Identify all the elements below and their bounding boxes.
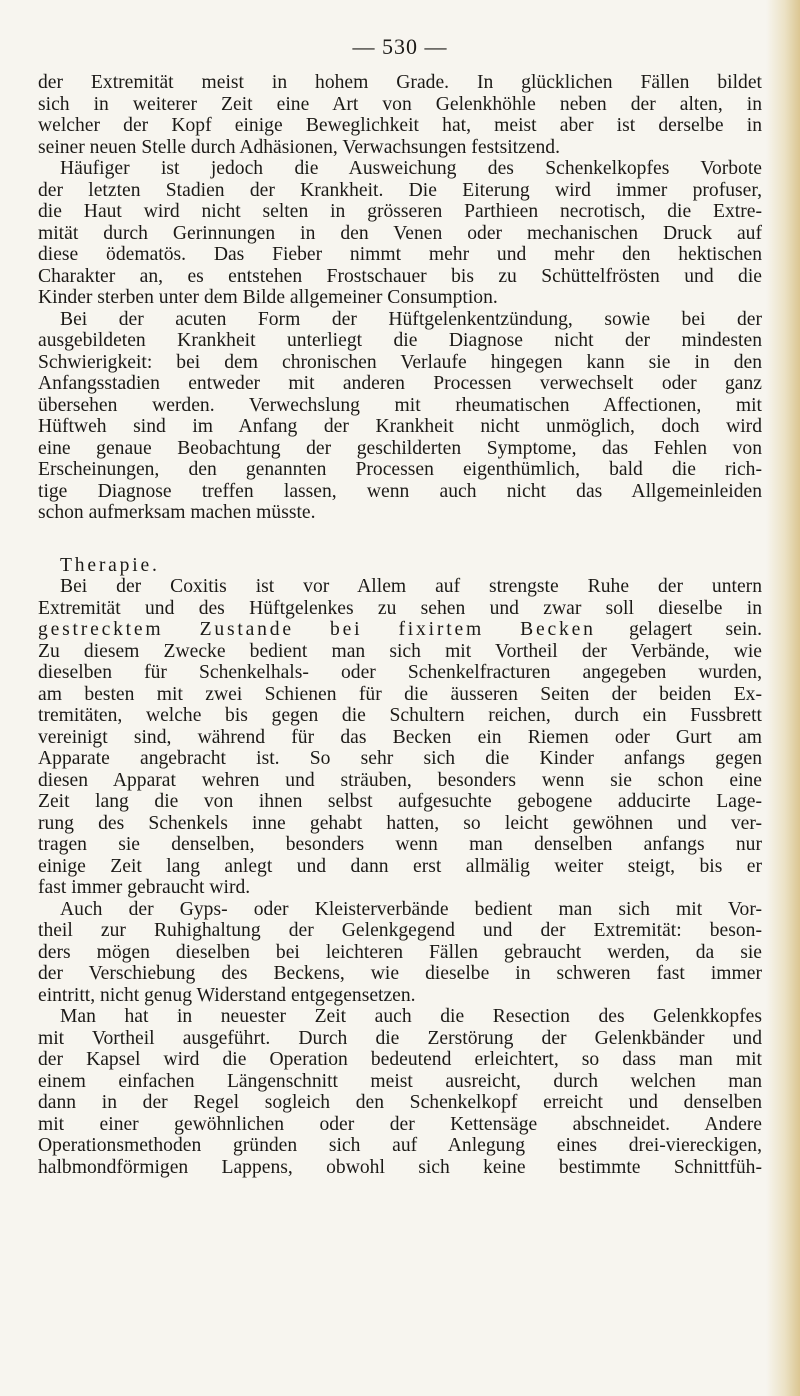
text-line: einige Zeit lang anlegt und dann erst allmälig weiter steigt, bis er bbox=[38, 855, 762, 877]
text-line: dann in der Regel sogleich den Schenkelkopf erreicht und denselben bbox=[38, 1092, 762, 1113]
section-heading: Therapie. bbox=[60, 554, 160, 576]
section-spacer bbox=[38, 524, 762, 555]
text-line-emphasis bbox=[38, 619, 762, 641]
emphasis-text: gestrecktem Zustande bei fixirtem Becken bbox=[38, 619, 596, 640]
text-line: Bei der Coxitis ist vor Allem auf strengste Ruhe der untern bbox=[60, 576, 762, 597]
text-line: schon aufmerksam machen müsste. bbox=[38, 502, 316, 523]
text-line: Apparate angebracht ist. So sehr sich die Kinder anfangs gegen bbox=[38, 748, 762, 769]
text-line: ders mögen dieselben bei leichteren Fällen gebraucht werden, da sie bbox=[38, 941, 762, 963]
text-line-tail: gelagert sein. bbox=[629, 619, 762, 640]
text-line: diese ödematös. Das Fieber nimmt mehr und mehr den hektischen bbox=[38, 244, 762, 265]
text-line: übersehen werden. Verwechslung mit rheumatischen Affectionen, mit bbox=[38, 394, 762, 416]
text-line: Schwierigkeit: bei dem chronischen Verlaufe hingegen kann sie in den bbox=[38, 351, 762, 373]
text-line: rung des Schenkels inne gehabt hatten, so leicht gewöhnen und ver- bbox=[38, 812, 762, 834]
text-line: die Haut wird nicht selten in grösseren Parthieen necrotisch, die Extre- bbox=[38, 201, 762, 222]
text-line: ausgebildeten Krankheit unterliegt die Diagnose nicht der mindesten bbox=[38, 330, 762, 351]
text-line: sich in weiterer Zeit eine Art von Gelenkhöhle neben der alten, in bbox=[38, 93, 762, 115]
text-line: mit einer gewöhnlichen oder der Kettensäge abschneidet. Andere bbox=[38, 1113, 762, 1135]
text-line: tragen sie denselben, besonders wenn man denselben anfangs nur bbox=[38, 834, 762, 855]
text-line: einem einfachen Längenschnitt meist ausreicht, durch welchen man bbox=[38, 1070, 762, 1092]
text-line: mit Vortheil ausgeführt. Durch die Zerstörung der Gelenkbänder und bbox=[38, 1027, 762, 1049]
text-line: eintritt, nicht genug Widerstand entgegensetzen. bbox=[38, 984, 416, 1006]
text-line: Anfangsstadien entweder mit anderen Processen verwechselt oder ganz bbox=[38, 373, 762, 394]
text-line: dieselben für Schenkelhals- oder Schenkelfracturen angegeben wurden, bbox=[38, 662, 762, 683]
text-line: Operationsmethoden gründen sich auf Anlegung eines drei-viereckigen, bbox=[38, 1135, 762, 1156]
text-line: seiner neuen Stelle durch Adhäsionen, Verwachsungen festsitzend. bbox=[38, 136, 560, 158]
text-line: Erscheinungen, den genannten Processen eigenthümlich, bald die rich- bbox=[38, 459, 762, 480]
text-line: fast immer gebraucht wird. bbox=[38, 877, 251, 898]
text-line: Zeit lang die von ihnen selbst aufgesuchte gebogene adducirte Lage- bbox=[38, 791, 762, 812]
page-number: — 530 — bbox=[352, 34, 448, 59]
text-line: Auch der Gyps- oder Kleisterverbände bedient man sich mit Vor- bbox=[60, 898, 762, 920]
text-line: der letzten Stadien der Krankheit. Die Eiterung wird immer profuser, bbox=[38, 179, 762, 201]
text-line: Extremität und des Hüftgelenkes zu sehen und zwar soll dieselbe in bbox=[38, 597, 762, 619]
text-line: theil zur Ruhighaltung der Gelenkgegend und der Extremität: beson- bbox=[38, 920, 762, 941]
text-line: Zu diesem Zwecke bedient man sich mit Vortheil der Verbände, wie bbox=[38, 640, 762, 662]
text-line: tige Diagnose treffen lassen, wenn auch nicht das Allgemeinleiden bbox=[38, 480, 762, 502]
text-line: mität durch Gerinnungen in den Venen oder mechanischen Druck auf bbox=[38, 222, 762, 244]
text-line: am besten mit zwei Schienen für die äusseren Seiten der beiden Ex- bbox=[38, 683, 762, 705]
text-line: Charakter an, es entstehen Frostschauer bis zu Schüttelfrösten und die bbox=[38, 265, 762, 287]
text-line: Bei der acuten Form der Hüftgelenkentzündung, sowie bei der bbox=[60, 308, 762, 330]
text-line: Kinder sterben unter dem Bilde allgemeiner Consumption. bbox=[38, 287, 498, 308]
text-line: Häufiger ist jedoch die Ausweichung des Schenkelkopfes Vorbote bbox=[60, 158, 762, 179]
page-edge-shadow bbox=[766, 0, 800, 1396]
text-line: der Verschiebung des Beckens, wie dieselbe in schweren fast immer bbox=[38, 963, 762, 984]
text-line: diesen Apparat wehren und sträuben, besonders wenn sie schon eine bbox=[38, 769, 762, 791]
text-line: Man hat in neuester Zeit auch die Resection des Gelenkkopfes bbox=[60, 1006, 762, 1027]
text-line: Hüftweh sind im Anfang der Krankheit nicht unmöglich, doch wird bbox=[38, 416, 762, 437]
text-line: der Extremität meist in hohem Grade. In glücklichen Fällen bildet bbox=[38, 72, 762, 93]
text-line: eine genaue Beobachtung der geschilderten Symptome, das Fehlen von bbox=[38, 437, 762, 459]
text-line: vereinigt sind, während für das Becken ein Riemen oder Gurt am bbox=[38, 726, 762, 748]
text-line: welcher der Kopf einige Beweglichkeit hat, meist aber ist derselbe in bbox=[38, 115, 762, 136]
text-line: tremitäten, welche bis gegen die Schultern reichen, durch ein Fussbrett bbox=[38, 705, 762, 726]
body-text bbox=[38, 72, 762, 1178]
text-line: der Kapsel wird die Operation bedeutend erleichtert, so dass man mit bbox=[38, 1049, 762, 1070]
text-line: halbmondförmigen Lappens, obwohl sich keine bestimmte Schnittfüh- bbox=[38, 1156, 762, 1178]
